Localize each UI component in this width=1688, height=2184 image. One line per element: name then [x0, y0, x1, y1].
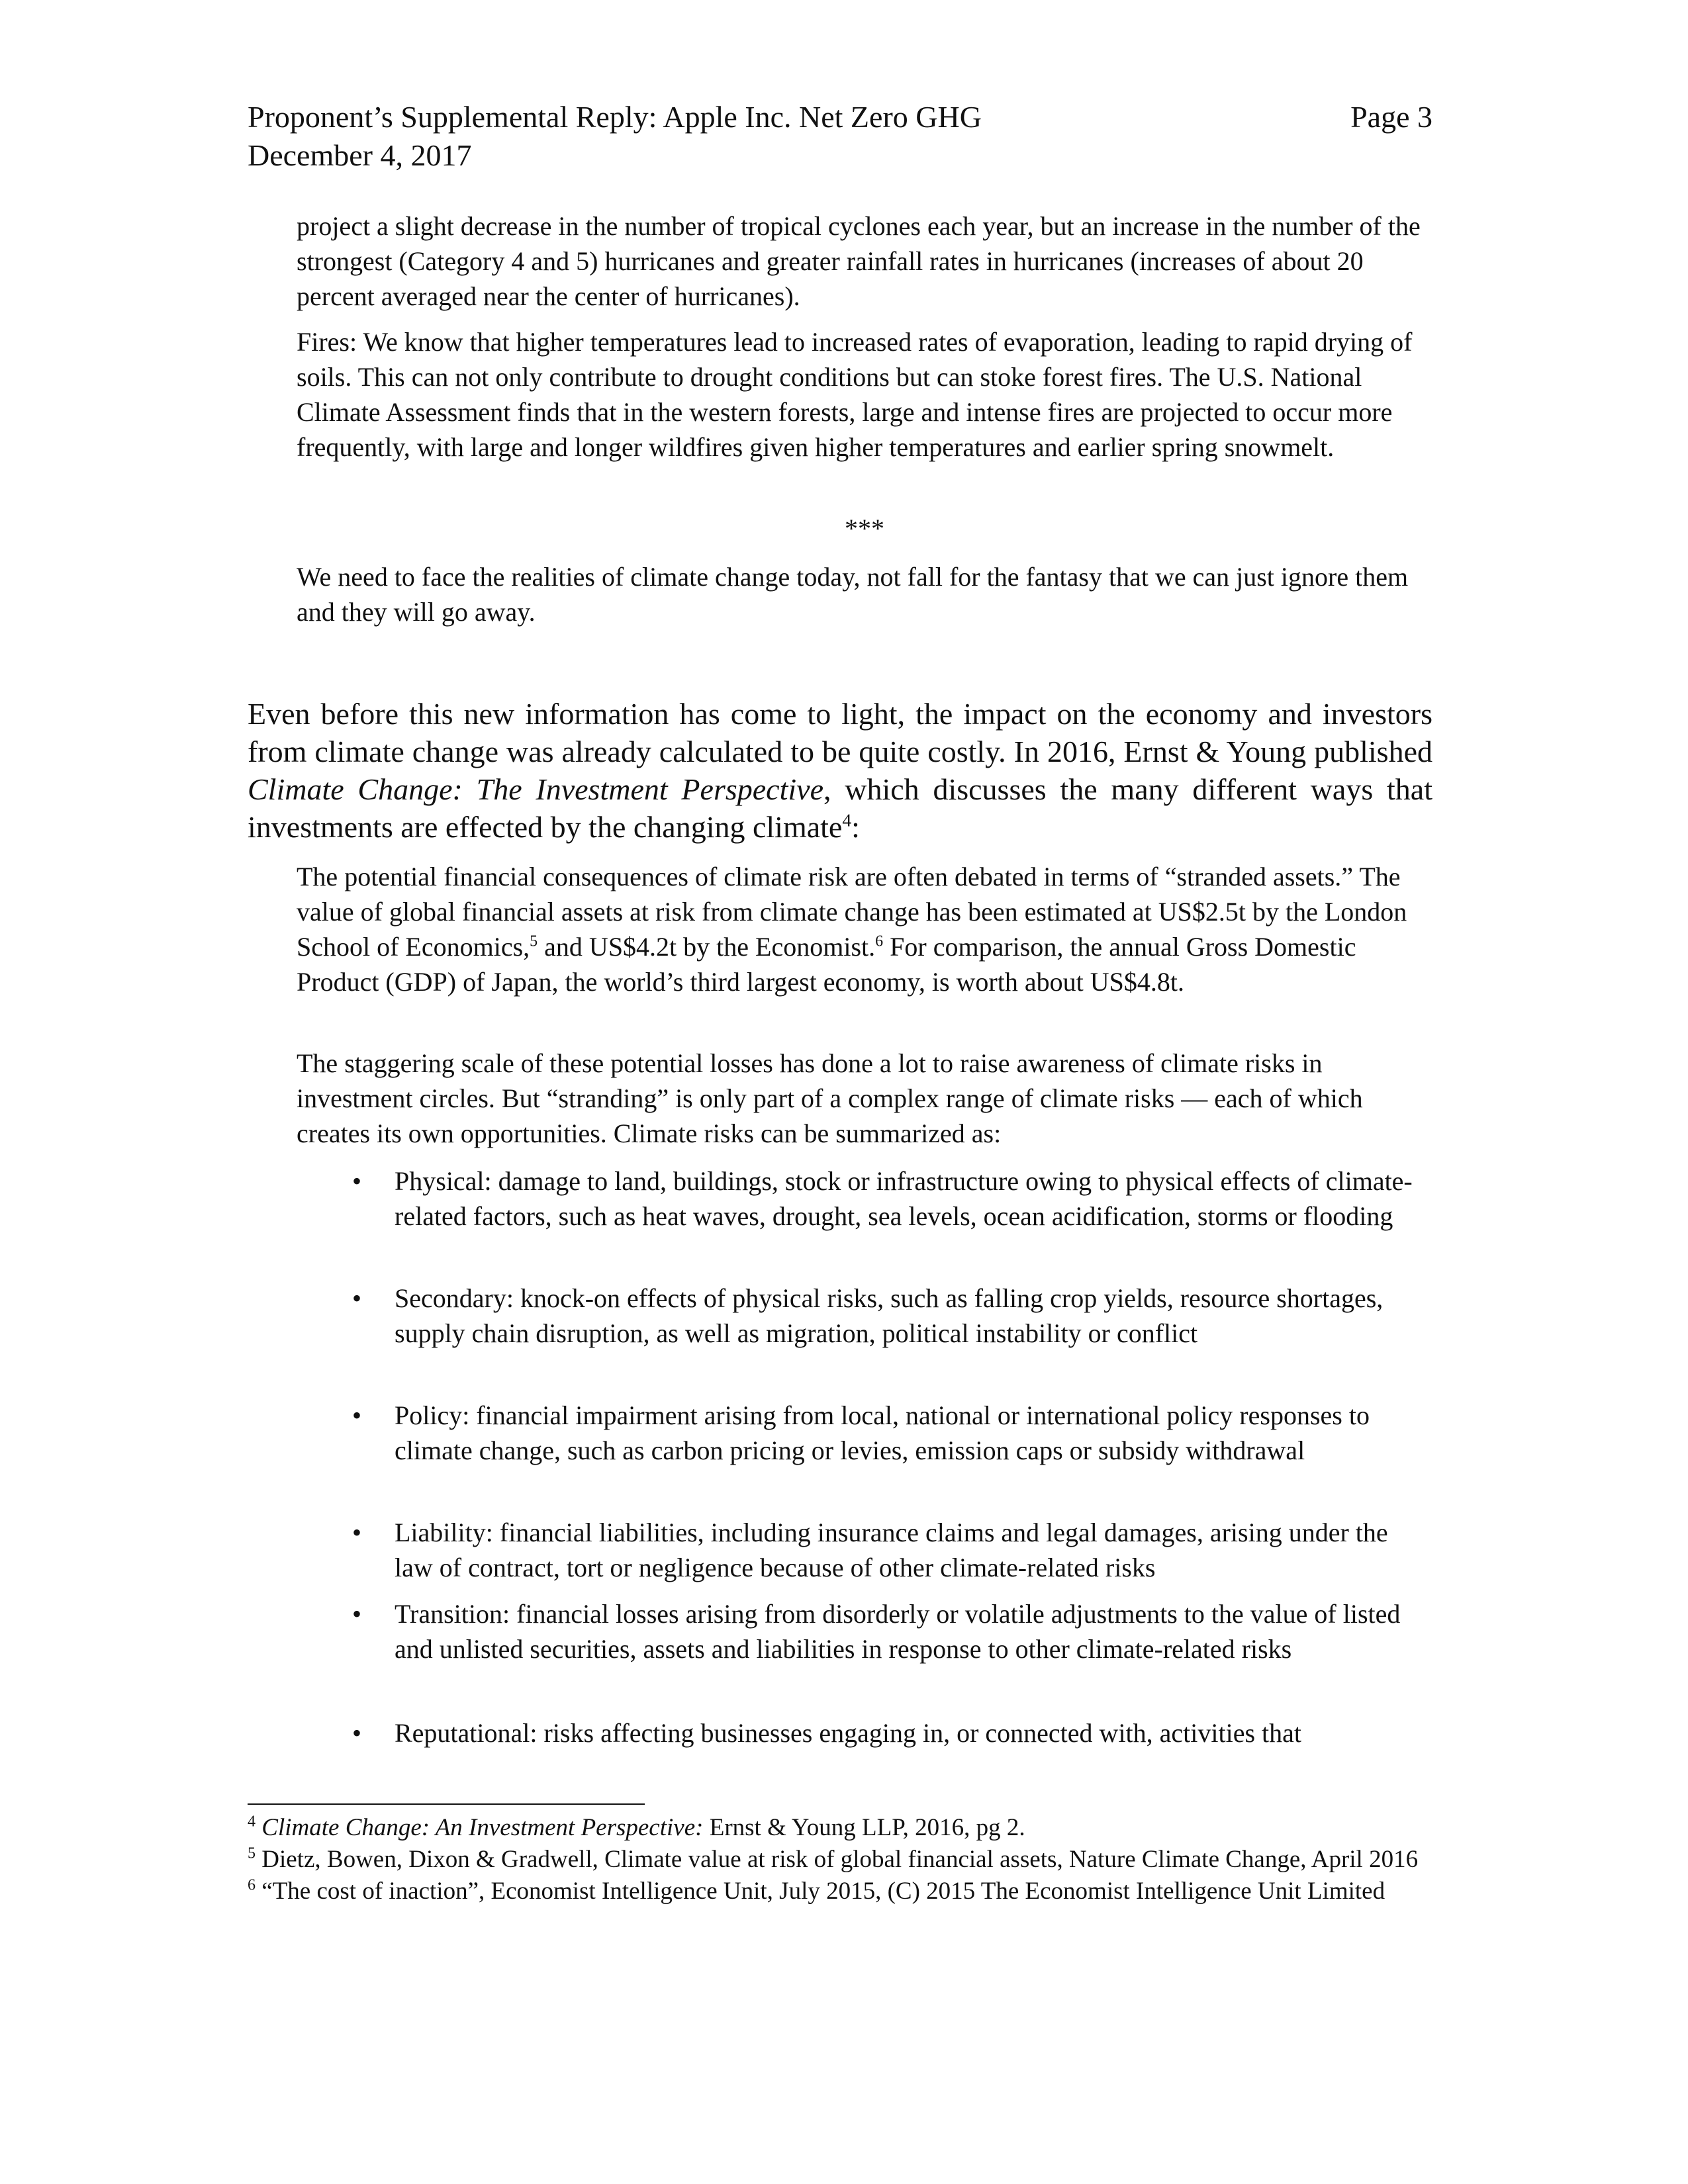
- section-separator: ***: [845, 514, 884, 543]
- page-header: [248, 98, 1432, 175]
- body-text-c: :: [851, 810, 860, 844]
- footnote-divider: [248, 1803, 645, 1805]
- list-item-text: Secondary: knock-on effects of physical risks, such as falling crop yields, resource shortages, supply chain disruption, as well as migration, political instability or conflict: [395, 1283, 1383, 1348]
- quote-paragraph-fires: Fires: We know that higher temperatures lead to increased rates of evaporation, leading to rapid drying of soils. This can not only contribute to drought conditions but can stoke forest fires. The U.S. National Climate Assessment finds that in the western forests, large and intense fires are projected to occur more frequently, with large and longer wildfires given higher temperatures and earlier spring snowmelt.: [297, 327, 1413, 462]
- bullet-icon: •: [352, 1400, 362, 1430]
- footnote-number: 4: [248, 1813, 256, 1831]
- bullet-icon: •: [352, 1283, 362, 1313]
- list-item-text: Physical: damage to land, buildings, stock or infrastructure owing to physical effects of climate-related factors, such as heat waves, drought, sea levels, ocean acidification, storms or flooding: [395, 1166, 1413, 1231]
- list-item-text: Policy: financial impairment arising from local, national or international policy responses to climate change, such as carbon pricing or levies, emission caps or subsidy withdrawal: [395, 1400, 1370, 1465]
- bullet-icon: •: [352, 1166, 362, 1196]
- list-item-physical: [297, 1163, 1432, 1234]
- footnote-4: [248, 1812, 1439, 1844]
- body-text-b: , which discusses the many different ways that investments are effected by the changing climate: [248, 772, 1432, 844]
- footnotes: [248, 1812, 1439, 1907]
- bullet-icon: •: [352, 1599, 362, 1629]
- list-item-text: Liability: financial liabilities, including insurance claims and legal damages, arising under the law of contract, tort or negligence because of other climate-related risks: [395, 1518, 1388, 1582]
- footnote-italic-title: Climate Change: An Investment Perspective:: [261, 1814, 704, 1841]
- quote2-text-b: and US$4.2t by the Economist.: [538, 932, 876, 962]
- list-item-text: Reputational: risks affecting businesses engaging in, or connected with, activities that: [395, 1718, 1302, 1748]
- list-item-text: Transition: financial losses arising from disorderly or volatile adjustments to the value of listed and unlisted securities, assets and liabilities in response to other climate-related risks: [395, 1599, 1401, 1664]
- bullet-icon: •: [352, 1518, 362, 1547]
- list-item-secondary: [297, 1281, 1432, 1351]
- list-item-transition: [297, 1596, 1432, 1666]
- footnote-number: 6: [248, 1876, 256, 1894]
- quote2-text-a: The potential financial consequences of climate risk are often debated in terms of “stranded assets.” The value of global financial assets at risk from climate change has been estimated at US$2.5t by the London School of Economics,: [297, 862, 1407, 962]
- page-number: Page 3: [1350, 100, 1432, 134]
- footnote-text: Dietz, Bowen, Dixon & Gradwell, Climate value at risk of global financial assets, Nature Climate Change, April 2016: [256, 1846, 1419, 1873]
- footnote-ref-6[interactable]: 6: [875, 933, 884, 950]
- footnote-text: “The cost of inaction”, Economist Intelligence Unit, July 2015, (C) 2015 The Economist Intelligence Unit Limited: [256, 1878, 1385, 1905]
- report-title: Climate Change: The Investment Perspective: [248, 772, 823, 806]
- header-title: Proponent’s Supplemental Reply: Apple Inc. Net Zero GHG: [248, 100, 982, 134]
- quote-paragraph-realities: We need to face the realities of climate change today, not fall for the fantasy that we can just ignore them and they will go away.: [297, 562, 1409, 627]
- header-date: December 4, 2017: [248, 138, 472, 172]
- body-paragraph: [248, 695, 1432, 846]
- quote2-text-c: For comparison, the annual Gross Domestic Product (GDP) of Japan, the world’s third largest economy, is worth about US$4.8t.: [297, 932, 1356, 997]
- quote-paragraph-stranded-assets: [297, 859, 1432, 999]
- list-item-reputational: [297, 1715, 1301, 1751]
- footnote-number: 5: [248, 1844, 256, 1862]
- list-item-policy: [297, 1398, 1432, 1468]
- body-text-a: Even before this new information has come to light, the impact on the economy and investors from climate change was already calculated to be quite costly. In 2016, Ernst & Young published: [248, 697, 1432, 768]
- footnote-ref-4[interactable]: 4: [842, 809, 852, 831]
- list-item-liability: [297, 1515, 1432, 1585]
- footnote-ref-5[interactable]: 5: [530, 933, 538, 950]
- quote-paragraph-cyclones: project a slight decrease in the number of tropical cyclones each year, but an increase in the number of the strongest (Category 4 and 5) hurricanes and greater rainfall rates in hurricanes (increases of about 20 percent averaged near the center of hurricanes).: [297, 211, 1421, 311]
- footnote-6: [248, 1876, 1439, 1907]
- bullet-icon: •: [352, 1718, 362, 1748]
- quote-paragraph-staggering-scale: The staggering scale of these potential losses has done a lot to raise awareness of climate risks in investment circles. But “stranding” is only part of a complex range of climate risks — each of which creates its own opportunities. Climate risks can be summarized as:: [297, 1048, 1363, 1148]
- footnote-5: [248, 1844, 1439, 1876]
- footnote-text: Ernst & Young LLP, 2016, pg 2.: [703, 1814, 1025, 1841]
